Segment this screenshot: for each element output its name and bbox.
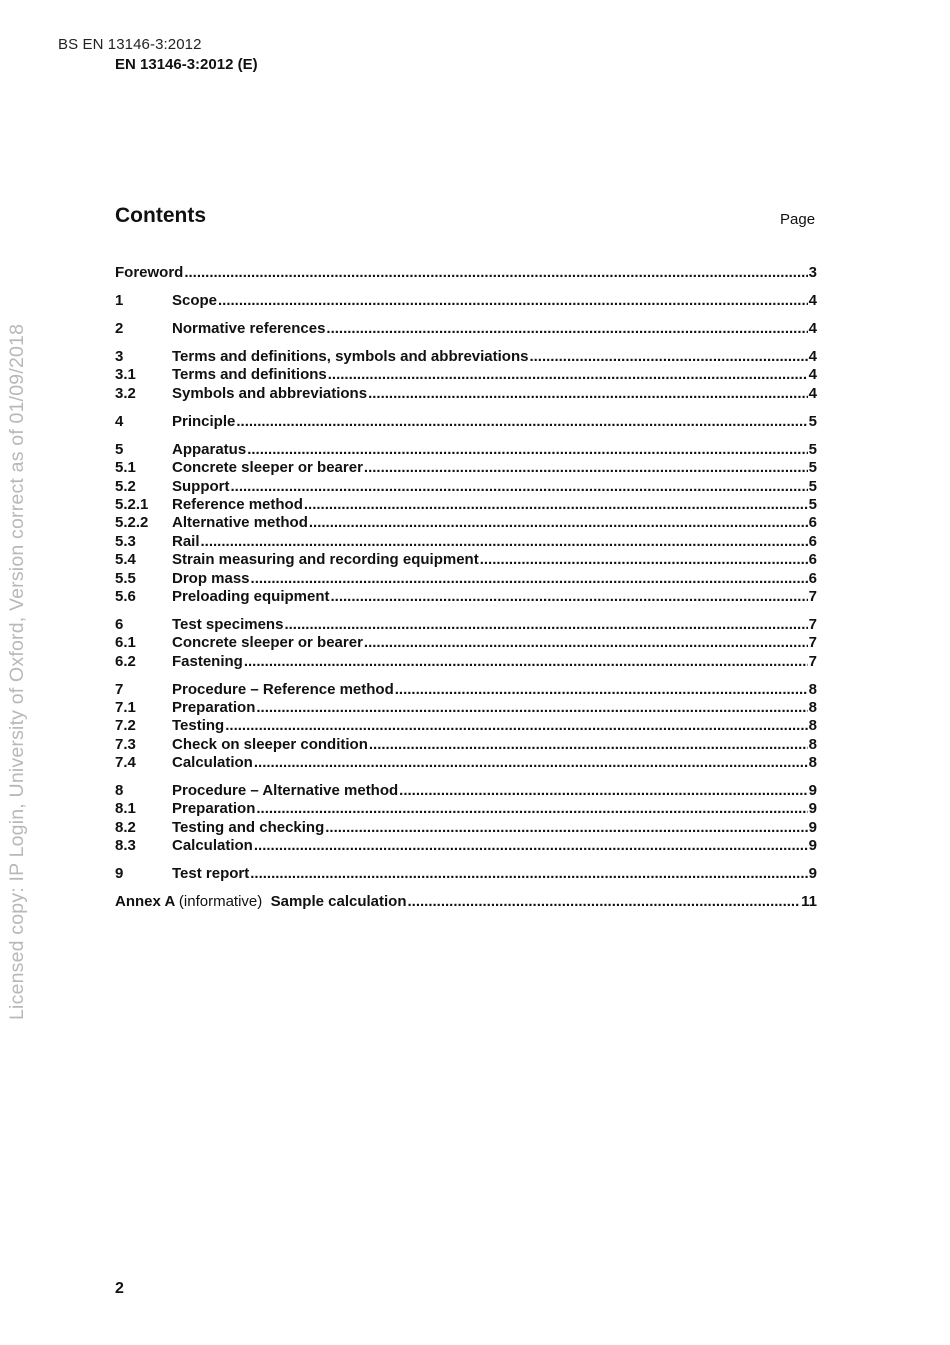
- annex-title: Sample calculation: [270, 893, 407, 910]
- toc-section-title: Check on sleeper condition: [172, 736, 368, 753]
- toc-page-number: 9: [808, 819, 817, 836]
- toc-section-title: Principle: [172, 413, 236, 430]
- toc-section-number: 6.1: [115, 634, 136, 651]
- toc-page-number: 8: [808, 699, 817, 716]
- toc-section-title: Reference method: [172, 496, 303, 513]
- toc-page-number: 6: [808, 514, 817, 531]
- toc-section-number: 3: [115, 348, 124, 365]
- toc-entry[interactable]: [115, 348, 817, 366]
- toc-page-number: 5: [808, 441, 817, 458]
- dot-leader: [225, 717, 807, 735]
- toc-section-title: Foreword: [115, 264, 184, 281]
- toc-entry[interactable]: [115, 754, 817, 772]
- toc-section-number: 5.6: [115, 588, 136, 605]
- toc-section-title: Preparation: [172, 800, 256, 817]
- dot-leader: [284, 616, 807, 634]
- toc-section-number: 4: [115, 413, 124, 430]
- license-watermark: Licensed copy: IP Login, University of Oxford, Version correct as of 01/09/2018: [6, 323, 28, 1020]
- toc-entry[interactable]: [115, 478, 817, 496]
- dot-leader: [369, 736, 808, 754]
- toc-section-title: Drop mass: [172, 570, 250, 587]
- dot-leader: [364, 634, 808, 652]
- toc-section-title: Normative references: [172, 320, 326, 337]
- annex-label: Annex A: [115, 893, 175, 910]
- toc-section-title: Calculation: [172, 837, 253, 854]
- toc-entry[interactable]: [115, 736, 817, 754]
- toc-entry-annex-a[interactable]: [115, 893, 817, 911]
- toc-page-number: 9: [808, 800, 817, 817]
- toc-entry[interactable]: [115, 292, 817, 310]
- toc-section-number: 6: [115, 616, 124, 633]
- toc-entry[interactable]: [115, 459, 817, 477]
- dot-leader: [256, 699, 807, 717]
- toc-section-title: Testing: [172, 717, 225, 734]
- toc-page-number: 6: [808, 551, 817, 568]
- toc-section-number: 8: [115, 782, 124, 799]
- toc-page-number: 8: [808, 717, 817, 734]
- toc-page-number: 5: [808, 478, 817, 495]
- toc-section-number: 5.2.2: [115, 514, 149, 531]
- toc-annex-title: [115, 893, 407, 911]
- toc-section-number: 7.1: [115, 699, 136, 716]
- toc-section-number: 9: [115, 865, 124, 882]
- toc-section-number: 3.1: [115, 366, 136, 383]
- dot-leader: [309, 514, 808, 532]
- toc-page-number: 8: [808, 736, 817, 753]
- toc-section-number: 5.1: [115, 459, 136, 476]
- dot-leader: [231, 478, 808, 496]
- toc-page-number: 4: [808, 320, 817, 337]
- toc-section-number: 7.3: [115, 736, 136, 753]
- toc-section-title: Rail: [172, 533, 200, 550]
- dot-leader: [331, 588, 808, 606]
- toc-section-title: Support: [172, 478, 230, 495]
- toc-section-title: Scope: [172, 292, 218, 309]
- toc-page-number: 8: [808, 754, 817, 771]
- dot-leader: [247, 441, 807, 459]
- toc-entry[interactable]: [115, 588, 817, 606]
- toc-entry[interactable]: [115, 570, 817, 588]
- toc-entry[interactable]: [115, 413, 817, 431]
- standard-reference: BS EN 13146-3:2012: [58, 36, 202, 53]
- toc-section-title: Procedure – Alternative method: [172, 782, 399, 799]
- dot-leader: [529, 348, 807, 366]
- toc-section-title: Test specimens: [172, 616, 284, 633]
- toc-entry[interactable]: [115, 819, 817, 837]
- toc-section-title: Symbols and abbreviations: [172, 385, 368, 402]
- toc-entry[interactable]: [115, 533, 817, 551]
- toc-entry[interactable]: [115, 366, 817, 384]
- toc-entry[interactable]: [115, 782, 817, 800]
- toc-page-number: 8: [808, 681, 817, 698]
- dot-leader: [256, 800, 807, 818]
- dot-leader: [201, 533, 808, 551]
- dot-leader: [326, 320, 807, 338]
- toc-section-title: Calculation: [172, 754, 253, 771]
- toc-page-number: 7: [808, 616, 817, 633]
- dot-leader: [184, 264, 807, 282]
- toc-section-number: 7.2: [115, 717, 136, 734]
- dot-leader: [236, 413, 807, 431]
- toc-entry[interactable]: [115, 634, 817, 652]
- dot-leader: [325, 819, 807, 837]
- toc-section-number: 6.2: [115, 653, 136, 670]
- dot-leader: [368, 385, 808, 403]
- toc-page-number: 6: [808, 570, 817, 587]
- toc-section-title: Testing and checking: [172, 819, 325, 836]
- toc-page-number: 4: [808, 385, 817, 402]
- toc-section-title: Terms and definitions, symbols and abbreviations: [172, 348, 529, 365]
- toc-entry[interactable]: [115, 320, 817, 338]
- toc-section-number: 7.4: [115, 754, 136, 771]
- toc-section-title: Strain measuring and recording equipment: [172, 551, 479, 568]
- toc-page-number: 5: [808, 459, 817, 476]
- toc-page-number: 4: [808, 348, 817, 365]
- toc-entry[interactable]: [115, 264, 817, 282]
- annex-type: (informative): [178, 893, 263, 910]
- toc-section-title: Preloading equipment: [172, 588, 330, 605]
- toc-entry[interactable]: [115, 653, 817, 671]
- toc-page-number: 11: [801, 893, 817, 910]
- toc-page-number: 4: [808, 292, 817, 309]
- toc-section-number: 5.2.1: [115, 496, 149, 513]
- toc-entry[interactable]: [115, 837, 817, 855]
- toc-section-title: Procedure – Reference method: [172, 681, 394, 698]
- toc-entry[interactable]: [115, 681, 817, 699]
- toc-section-title: Test report: [172, 865, 250, 882]
- toc-entry[interactable]: [115, 800, 817, 818]
- dot-leader: [480, 551, 808, 569]
- toc-section-number: 7: [115, 681, 124, 698]
- dot-leader: [304, 496, 808, 514]
- toc-section-title: Fastening: [172, 653, 243, 670]
- toc-section-number: 8.3: [115, 837, 136, 854]
- toc-section-title: Alternative method: [172, 514, 308, 531]
- toc-section-number: 5: [115, 441, 124, 458]
- page-column-label: Page: [780, 211, 816, 228]
- toc-section-number: 5.5: [115, 570, 136, 587]
- toc-section-number: 8.2: [115, 819, 136, 836]
- toc-page-number: 4: [808, 366, 817, 383]
- dot-leader: [251, 570, 808, 588]
- toc-entry[interactable]: [115, 385, 817, 403]
- toc-section-title: Concrete sleeper or bearer: [172, 634, 363, 651]
- toc-entry[interactable]: [115, 865, 817, 883]
- dot-leader: [250, 865, 807, 883]
- toc-section-number: 8.1: [115, 800, 136, 817]
- toc-entry[interactable]: [115, 514, 817, 532]
- toc-page-number: 9: [808, 865, 817, 882]
- toc-entry[interactable]: [115, 699, 817, 717]
- toc-section-title: Apparatus: [172, 441, 247, 458]
- toc-section-title: Preparation: [172, 699, 256, 716]
- dot-leader: [218, 292, 808, 310]
- dot-leader: [254, 754, 808, 772]
- document-id: EN 13146-3:2012 (E): [115, 56, 258, 73]
- toc-section-title: Terms and definitions: [172, 366, 327, 383]
- dot-leader: [254, 837, 808, 855]
- toc-page-number: 7: [808, 588, 817, 605]
- toc-section-number: 3.2: [115, 385, 136, 402]
- toc-entry[interactable]: [115, 717, 817, 735]
- toc-entry[interactable]: [115, 441, 817, 459]
- dot-leader: [395, 681, 808, 699]
- toc-section-number: 5.3: [115, 533, 136, 550]
- contents-heading: Contents: [115, 204, 206, 227]
- toc-page-number: 5: [808, 496, 817, 513]
- dot-leader: [328, 366, 808, 384]
- toc-section-number: 5.2: [115, 478, 136, 495]
- toc-entry[interactable]: [115, 551, 817, 569]
- toc-page-number: 3: [808, 264, 817, 281]
- toc-entry[interactable]: [115, 496, 817, 514]
- toc-page-number: 9: [808, 837, 817, 854]
- toc-entry[interactable]: [115, 616, 817, 634]
- dot-leader: [408, 893, 801, 911]
- dot-leader: [364, 459, 808, 477]
- toc-page-number: 5: [808, 413, 817, 430]
- dot-leader: [399, 782, 807, 800]
- toc-section-number: 2: [115, 320, 124, 337]
- toc-page-number: 9: [808, 782, 817, 799]
- toc-page-number: 7: [808, 634, 817, 651]
- toc-page-number: 6: [808, 533, 817, 550]
- dot-leader: [244, 653, 808, 671]
- toc-section-title: Concrete sleeper or bearer: [172, 459, 363, 476]
- page-number: 2: [115, 1280, 124, 1297]
- toc-section-number: 1: [115, 292, 124, 309]
- toc-section-number: 5.4: [115, 551, 136, 568]
- toc-page-number: 7: [808, 653, 817, 670]
